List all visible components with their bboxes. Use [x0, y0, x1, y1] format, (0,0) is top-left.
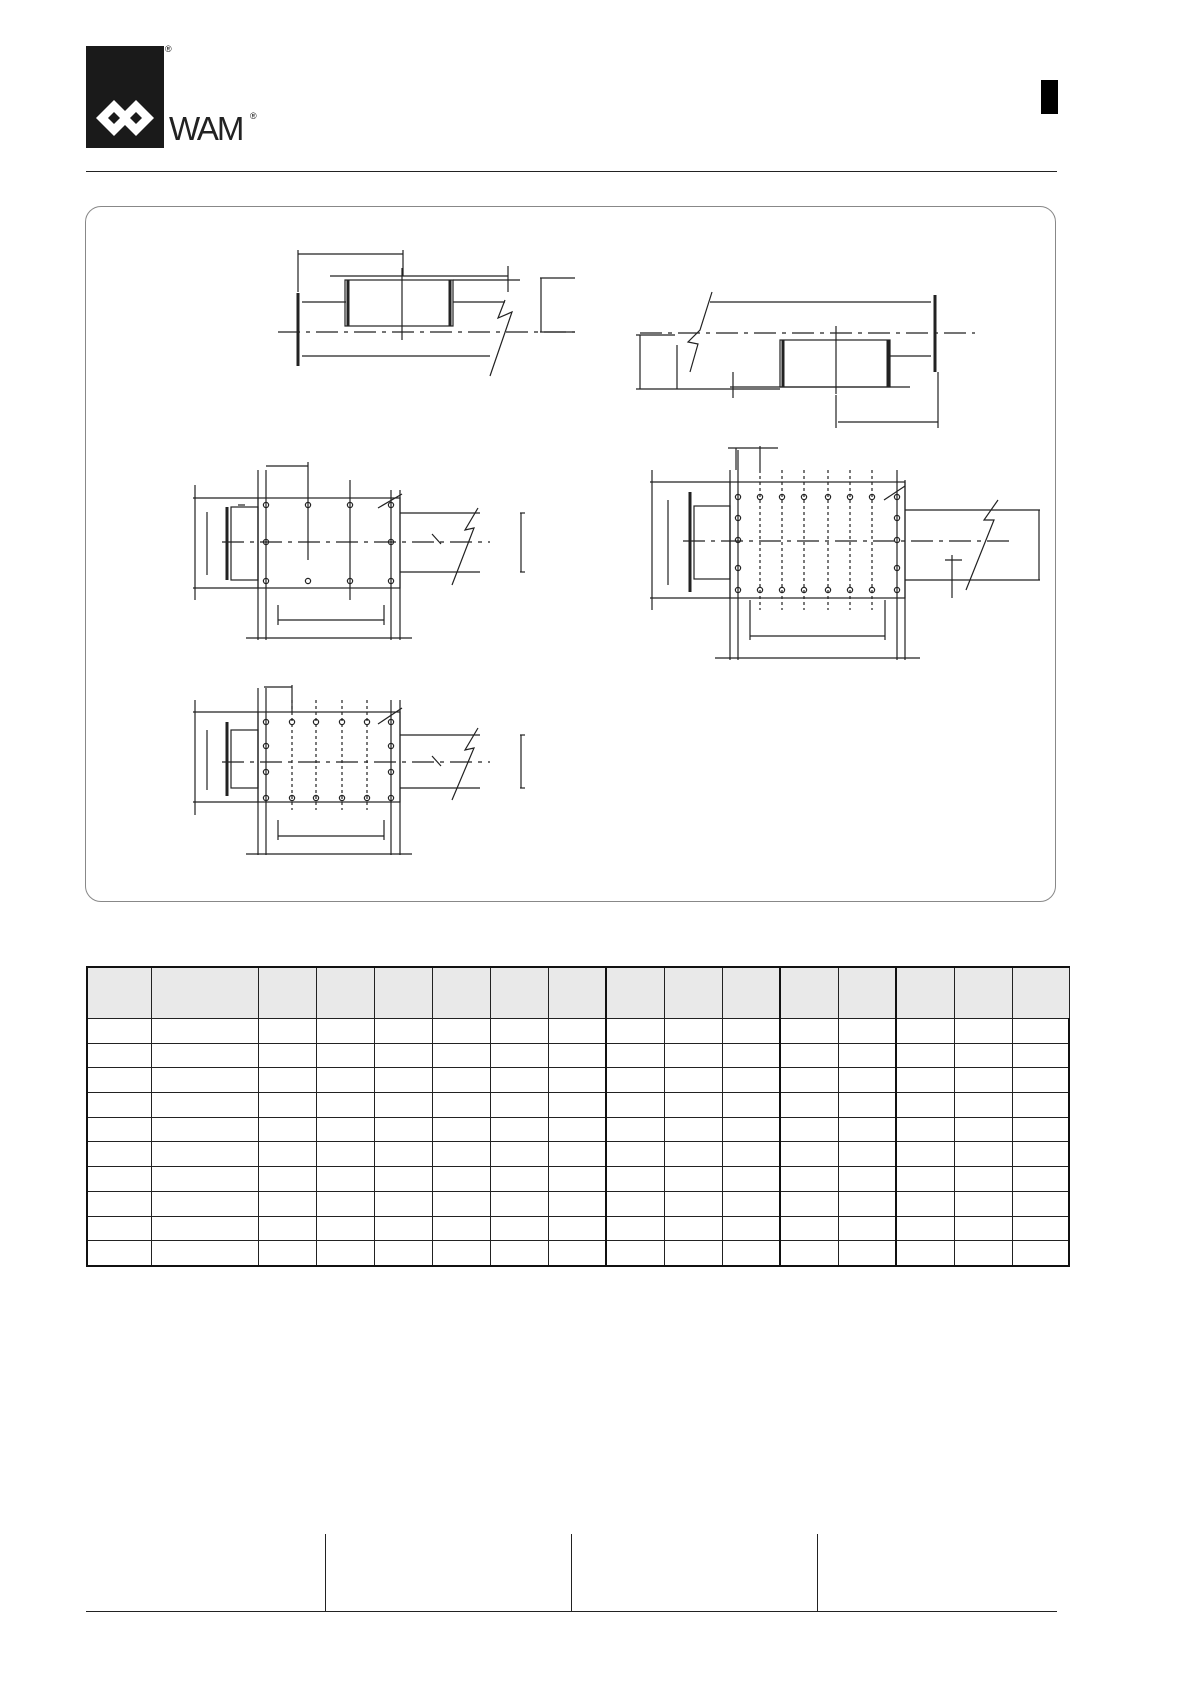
- table-cell: [316, 1167, 374, 1192]
- table-cell: [374, 1019, 432, 1044]
- header-cell: [87, 967, 151, 1019]
- header-cell: [606, 967, 664, 1019]
- footer-divider: [817, 1534, 818, 1611]
- table-cell: [722, 1117, 780, 1142]
- header-cell: [258, 967, 316, 1019]
- table-cell: [548, 1191, 606, 1216]
- registered-mark: ®: [165, 44, 172, 54]
- wam-logo: [86, 46, 164, 148]
- table-cell: [606, 1241, 664, 1266]
- table-cell: [896, 1117, 954, 1142]
- table-cell: [606, 1043, 664, 1068]
- table-cell: [374, 1117, 432, 1142]
- table-cell: [374, 1241, 432, 1266]
- table-cell: [490, 1093, 548, 1118]
- table-cell: [316, 1019, 374, 1044]
- table-cell: [1012, 1216, 1069, 1241]
- table-cell: [432, 1216, 490, 1241]
- table-cell: [896, 1019, 954, 1044]
- header-cell: [548, 967, 606, 1019]
- table-header-row: [87, 967, 1069, 1019]
- table-cell: [1012, 1241, 1069, 1266]
- table-cell: [258, 1216, 316, 1241]
- table-cell: [374, 1068, 432, 1093]
- table-cell: [896, 1142, 954, 1167]
- table-row: [87, 1043, 1069, 1068]
- table-cell: [374, 1093, 432, 1118]
- table-cell: [896, 1216, 954, 1241]
- table-cell: [548, 1167, 606, 1192]
- table-cell: [316, 1241, 374, 1266]
- header-cell: [838, 967, 896, 1019]
- table-cell: [722, 1068, 780, 1093]
- table-cell: [432, 1241, 490, 1266]
- table-cell: [490, 1019, 548, 1044]
- table-cell: [258, 1142, 316, 1167]
- table-cell: [606, 1117, 664, 1142]
- table-cell: [548, 1019, 606, 1044]
- page-tab-marker: [1041, 80, 1058, 114]
- table-cell: [780, 1167, 838, 1192]
- table-cell: [87, 1167, 151, 1192]
- table-cell: [780, 1142, 838, 1167]
- table-cell: [722, 1167, 780, 1192]
- footer-divider: [571, 1534, 572, 1611]
- table-cell: [606, 1093, 664, 1118]
- table-cell: [896, 1093, 954, 1118]
- header-cell: [664, 967, 722, 1019]
- table-cell: [780, 1043, 838, 1068]
- table-cell: [838, 1191, 896, 1216]
- table-cell: [1012, 1142, 1069, 1167]
- table-row: [87, 1117, 1069, 1142]
- table-cell: [87, 1191, 151, 1216]
- table-cell: [432, 1117, 490, 1142]
- header-cell: [316, 967, 374, 1019]
- table-cell: [432, 1191, 490, 1216]
- table-cell: [896, 1191, 954, 1216]
- table-cell: [316, 1043, 374, 1068]
- table-row: [87, 1093, 1069, 1118]
- table-cell: [954, 1093, 1012, 1118]
- table-row: [87, 1241, 1069, 1266]
- table-cell: [374, 1043, 432, 1068]
- header-cell: [1012, 967, 1069, 1019]
- table-cell: [780, 1241, 838, 1266]
- table-cell: [87, 1043, 151, 1068]
- table-cell: [606, 1019, 664, 1044]
- diamond-logo-icon: [86, 46, 164, 148]
- table-cell: [87, 1216, 151, 1241]
- table-cell: [432, 1019, 490, 1044]
- table-cell: [838, 1142, 896, 1167]
- table-cell: [1012, 1043, 1069, 1068]
- table-cell: [151, 1043, 258, 1068]
- table-cell: [954, 1191, 1012, 1216]
- table-cell: [606, 1191, 664, 1216]
- table-cell: [151, 1019, 258, 1044]
- table-cell: [548, 1093, 606, 1118]
- table-cell: [490, 1068, 548, 1093]
- table-cell: [490, 1216, 548, 1241]
- table-cell: [432, 1093, 490, 1118]
- table-cell: [548, 1068, 606, 1093]
- table-cell: [664, 1142, 722, 1167]
- table-cell: [432, 1068, 490, 1093]
- table-cell: [780, 1019, 838, 1044]
- table-cell: [838, 1068, 896, 1093]
- dimension-table: [86, 966, 1070, 1267]
- table-cell: [1012, 1191, 1069, 1216]
- table-cell: [432, 1142, 490, 1167]
- table-cell: [1012, 1117, 1069, 1142]
- table-cell: [374, 1142, 432, 1167]
- table-cell: [954, 1241, 1012, 1266]
- table-cell: [258, 1117, 316, 1142]
- table-cell: [954, 1019, 1012, 1044]
- table-cell: [316, 1117, 374, 1142]
- table-cell: [896, 1241, 954, 1266]
- table-cell: [664, 1093, 722, 1118]
- header-cell: [896, 967, 954, 1019]
- table-cell: [490, 1191, 548, 1216]
- table-cell: [316, 1142, 374, 1167]
- table-cell: [722, 1093, 780, 1118]
- header-cell: [151, 967, 258, 1019]
- table-cell: [838, 1241, 896, 1266]
- table-cell: [258, 1068, 316, 1093]
- table-cell: [606, 1068, 664, 1093]
- table-cell: [316, 1093, 374, 1118]
- table-cell: [1012, 1167, 1069, 1192]
- table-cell: [316, 1191, 374, 1216]
- brand-name: WAM: [169, 110, 243, 147]
- table-cell: [151, 1068, 258, 1093]
- table-cell: [606, 1142, 664, 1167]
- table-cell: [258, 1167, 316, 1192]
- table-cell: [258, 1093, 316, 1118]
- table-cell: [954, 1167, 1012, 1192]
- table-cell: [548, 1241, 606, 1266]
- table-cell: [664, 1019, 722, 1044]
- footer-divider: [325, 1534, 326, 1611]
- table-row: [87, 1167, 1069, 1192]
- table-cell: [87, 1241, 151, 1266]
- table-cell: [548, 1216, 606, 1241]
- table-cell: [151, 1216, 258, 1241]
- table-cell: [664, 1117, 722, 1142]
- table-cell: [87, 1068, 151, 1093]
- table-cell: [664, 1241, 722, 1266]
- table-cell: [664, 1068, 722, 1093]
- table-cell: [722, 1043, 780, 1068]
- table-cell: [780, 1216, 838, 1241]
- table-row: [87, 1019, 1069, 1044]
- table-cell: [896, 1167, 954, 1192]
- table-cell: [432, 1043, 490, 1068]
- table-cell: [780, 1191, 838, 1216]
- header-rule: [86, 171, 1057, 172]
- table-cell: [151, 1093, 258, 1118]
- table-cell: [258, 1019, 316, 1044]
- table-cell: [316, 1068, 374, 1093]
- table-cell: [722, 1216, 780, 1241]
- table-cell: [258, 1241, 316, 1266]
- table-cell: [896, 1068, 954, 1093]
- table-cell: [1012, 1068, 1069, 1093]
- table-cell: [780, 1068, 838, 1093]
- table-cell: [838, 1019, 896, 1044]
- table-row: [87, 1191, 1069, 1216]
- table-cell: [87, 1142, 151, 1167]
- table-cell: [722, 1019, 780, 1044]
- table-cell: [316, 1216, 374, 1241]
- table-cell: [954, 1117, 1012, 1142]
- table-cell: [780, 1117, 838, 1142]
- table-cell: [664, 1216, 722, 1241]
- table-cell: [374, 1167, 432, 1192]
- header-cell: [432, 967, 490, 1019]
- table-cell: [664, 1167, 722, 1192]
- drawing-panel: [85, 206, 1056, 902]
- table-cell: [606, 1167, 664, 1192]
- registered-mark-2: ®: [250, 111, 257, 121]
- table-cell: [606, 1216, 664, 1241]
- table-cell: [548, 1142, 606, 1167]
- table-cell: [490, 1117, 548, 1142]
- table-cell: [490, 1142, 548, 1167]
- header-cell: [374, 967, 432, 1019]
- table-cell: [490, 1167, 548, 1192]
- table-cell: [722, 1191, 780, 1216]
- table-cell: [432, 1167, 490, 1192]
- table-cell: [780, 1093, 838, 1118]
- table-cell: [87, 1093, 151, 1118]
- table-cell: [87, 1117, 151, 1142]
- table-cell: [722, 1142, 780, 1167]
- table-cell: [548, 1117, 606, 1142]
- header-cell: [954, 967, 1012, 1019]
- table-cell: [838, 1117, 896, 1142]
- table-row: [87, 1068, 1069, 1093]
- table-cell: [258, 1191, 316, 1216]
- table-cell: [954, 1043, 1012, 1068]
- table-cell: [151, 1191, 258, 1216]
- table-cell: [151, 1241, 258, 1266]
- table-cell: [838, 1167, 896, 1192]
- table-cell: [896, 1043, 954, 1068]
- table-cell: [151, 1167, 258, 1192]
- header-cell: [490, 967, 548, 1019]
- table-cell: [490, 1241, 548, 1266]
- table-cell: [838, 1043, 896, 1068]
- table-cell: [374, 1191, 432, 1216]
- table-cell: [664, 1043, 722, 1068]
- header-cell: [722, 967, 780, 1019]
- table-cell: [151, 1117, 258, 1142]
- table-cell: [722, 1241, 780, 1266]
- table-row: [87, 1142, 1069, 1167]
- table-cell: [954, 1216, 1012, 1241]
- table-cell: [151, 1142, 258, 1167]
- table-row: [87, 1216, 1069, 1241]
- table-cell: [838, 1093, 896, 1118]
- table-cell: [954, 1142, 1012, 1167]
- table-cell: [838, 1216, 896, 1241]
- table-cell: [548, 1043, 606, 1068]
- table-cell: [87, 1019, 151, 1044]
- footer-rule: [86, 1611, 1057, 1612]
- header-cell: [780, 967, 838, 1019]
- table-cell: [1012, 1093, 1069, 1118]
- table-cell: [258, 1043, 316, 1068]
- table-cell: [374, 1216, 432, 1241]
- table-cell: [1012, 1019, 1069, 1044]
- table-cell: [664, 1191, 722, 1216]
- table-cell: [954, 1068, 1012, 1093]
- table-cell: [490, 1043, 548, 1068]
